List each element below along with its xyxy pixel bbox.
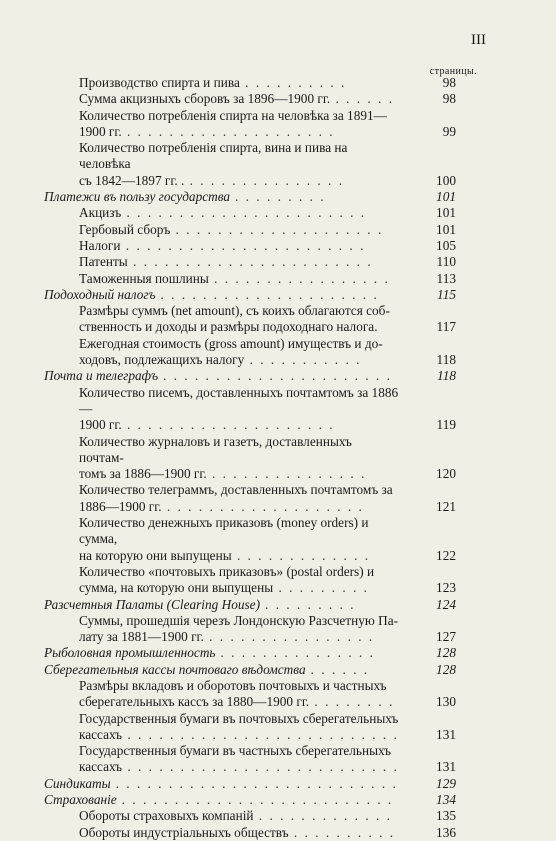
leader-dots: . . . . . . bbox=[305, 661, 370, 677]
leader-dots: . . . . . . . . . . . . . . . . . . . . bbox=[170, 221, 384, 237]
toc-page-number: 105 bbox=[436, 237, 456, 253]
toc-entry bbox=[0, 75, 456, 91]
toc-entry bbox=[0, 91, 456, 107]
toc-entry-text: Государственныя бумаги въ почтовыхъ сберегательныхъ bbox=[79, 710, 399, 726]
leader-dots: . . . . . . . . . . bbox=[288, 824, 396, 840]
leader-dots: . . . . . . . . bbox=[309, 694, 395, 710]
leader-dots: . . . . . . . . . . . . . bbox=[253, 808, 392, 824]
leader-dots: . . . . . . . . . bbox=[273, 580, 369, 596]
toc-entry-text: Сберегательныя кассы почтоваго вѣдомства . . . . . . bbox=[44, 661, 370, 677]
toc-page-number: 100 bbox=[436, 172, 456, 188]
toc-page-number: 101 bbox=[436, 221, 456, 237]
toc-page-number: 131 bbox=[436, 726, 456, 742]
page-number: III bbox=[471, 32, 486, 48]
leader-dots: . . . . . . . . . . . . . . . . . . . . . . . bbox=[127, 254, 373, 270]
toc-entry-text: томъ за 1886—1900 гг. . . . . . . . . . . . . . . . bbox=[79, 466, 367, 482]
toc-page-number: 121 bbox=[436, 498, 456, 514]
toc-entry-text: сумма, на которую они выпущены . . . . . . . . . bbox=[79, 580, 369, 596]
toc-entry-text: Разсчетныя Палаты (Clearing House) . . . . . . . . . bbox=[44, 596, 356, 612]
toc-page-number: 123 bbox=[436, 580, 456, 596]
toc-section-entry bbox=[0, 368, 456, 384]
toc-entry-text: Количество писемъ, доставленныхъ почтамтомъ за 1886— bbox=[79, 384, 399, 416]
toc-entry bbox=[0, 221, 456, 238]
toc-page-number: 129 bbox=[436, 775, 456, 791]
toc-entry bbox=[0, 482, 456, 515]
toc-page-number: 118 bbox=[436, 352, 456, 368]
toc-page-number: 101 bbox=[436, 189, 456, 205]
toc-entry-text: Почта и телеграфъ . . . . . . . . . . . . . . . . . . . . . . bbox=[44, 368, 393, 384]
leader-dots: . . . . . . . . . . . . . bbox=[231, 547, 371, 563]
toc-entry-text: съ 1842—1897 гг. . . . . . . . . . . . . . . . . bbox=[79, 172, 345, 188]
toc-page-number: 98 bbox=[442, 91, 456, 107]
toc-page-number: 124 bbox=[436, 596, 456, 612]
leader-dots: . . . . . . . . . . bbox=[239, 75, 347, 90]
toc-page-number: 120 bbox=[436, 466, 456, 482]
toc-section-entry bbox=[0, 596, 456, 613]
toc-entry-text: Размѣры суммъ (net amount), съ коихъ облагаются соб- bbox=[79, 303, 390, 319]
leader-dots: . . . . . . bbox=[330, 91, 395, 107]
toc-entry bbox=[0, 335, 456, 369]
toc-page-number: 99 bbox=[442, 123, 456, 139]
toc-entry-text: Рыболовная промышленность . . . . . . . . . . . . . . . bbox=[44, 645, 376, 661]
toc-page-number: 130 bbox=[436, 694, 456, 710]
toc-entry-text: 1900 гг. . . . . . . . . . . . . . . . . . . . . bbox=[79, 417, 335, 433]
toc-entry-text: лату за 1881—1900 гг. . . . . . . . . . . . . . . . . bbox=[79, 629, 375, 645]
leader-dots: . . . . . . . . . . . . . . . . bbox=[203, 629, 375, 645]
toc-entry-text: Гербовый сборъ . . . . . . . . . . . . . . . . . . . . bbox=[79, 221, 384, 237]
toc-page-number: 131 bbox=[436, 759, 456, 775]
toc-page-number: 128 bbox=[436, 661, 456, 677]
leader-dots: . . . . . . . . . . . . . . . . . . . . . . . . . . . bbox=[110, 775, 399, 791]
toc-entry-text: 1900 гг. . . . . . . . . . . . . . . . . . . . . bbox=[79, 123, 335, 139]
toc-entry bbox=[0, 140, 456, 189]
toc-entry bbox=[0, 824, 456, 841]
leader-dots: . . . . . . . . . . . . . . . . . . . . . . . bbox=[120, 237, 366, 253]
leader-dots: . . . . . . . . . . . . . . . . . . . . bbox=[121, 417, 335, 433]
toc-entry-text: Патенты . . . . . . . . . . . . . . . . . . . . . . . bbox=[79, 254, 373, 270]
leader-dots: . . . . . . . . . . . . . . . . . . . . . . . . . . bbox=[116, 792, 394, 808]
leader-dots: . . . . . . . . . bbox=[230, 189, 326, 205]
toc-entry-text: Подоходный налогъ . . . . . . . . . . . . . . . . . . . . . bbox=[44, 286, 380, 302]
toc-page-number: 136 bbox=[436, 824, 456, 840]
toc-entry bbox=[0, 515, 456, 564]
toc-entry-text: Количество потребленія спирта, вина и пива на человѣка bbox=[79, 140, 348, 172]
toc-entry-text: Размѣры вкладовъ и оборотовъ почтовыхъ и частныхъ bbox=[79, 677, 387, 693]
toc-entry bbox=[0, 384, 456, 434]
toc-entry-text: сберегательныхъ кассъ за 1880—1900 гг. . . . . . . . . bbox=[79, 694, 395, 710]
toc-entry-text: Налоги . . . . . . . . . . . . . . . . . . . . . . . bbox=[79, 237, 366, 253]
toc-page-number: 118 bbox=[437, 368, 456, 384]
toc-entry-text: ходовъ, подлежащихъ налогу . . . . . . . . . . . bbox=[79, 352, 362, 368]
toc-section-entry bbox=[0, 775, 456, 792]
toc-page-number: 101 bbox=[436, 205, 456, 221]
toc-entry-text: Суммы, прошедшія черезъ Лондонскую Разсчетную Па- bbox=[79, 612, 399, 628]
toc-page-number: 122 bbox=[436, 547, 456, 563]
toc-entry bbox=[0, 433, 456, 483]
toc-entry-text: Таможенныя пошлины . . . . . . . . . . . . . . . . . bbox=[79, 270, 390, 286]
toc-entry bbox=[0, 270, 456, 287]
leader-dots: . . . . . . . . . bbox=[260, 596, 356, 612]
toc-entry bbox=[0, 107, 456, 141]
toc-entry-text: Количество журналовъ и газетъ, доставленныхъ почтам- bbox=[79, 433, 352, 465]
toc-entry-text: Сумма акцизныхъ сборовъ за 1896—1900 гг. . . . . . . bbox=[79, 91, 395, 107]
toc-entry-text: Ежегодная стоимость (gross amount) имуществъ и до- bbox=[79, 335, 383, 351]
toc-entry-text: Государственныя бумаги въ частныхъ сберегательныхъ bbox=[79, 743, 392, 759]
toc-section-entry bbox=[0, 645, 456, 661]
toc-entry-text: Обороты индустріальныхъ обществъ . . . . . . . . . . bbox=[79, 824, 396, 840]
leader-dots: . . . . . . . . . . . . . . . bbox=[215, 645, 376, 661]
toc-page-number: 113 bbox=[436, 270, 456, 286]
toc-page-number: 134 bbox=[436, 792, 456, 808]
leader-dots: . . . . . . . . . . . bbox=[244, 352, 362, 368]
toc-entry-text: Акцизъ . . . . . . . . . . . . . . . . . . . . . . . bbox=[79, 205, 367, 221]
toc-entry bbox=[0, 303, 456, 336]
toc-page-number: 110 bbox=[436, 254, 456, 270]
toc-entry bbox=[0, 563, 456, 597]
leader-dots: . . . . . . . . . . . . . . . . . . . bbox=[161, 498, 364, 514]
toc-entry bbox=[0, 677, 456, 711]
toc-entry bbox=[0, 710, 456, 744]
toc-entry-text: кассахъ . . . . . . . . . . . . . . . . . . . . . . . . . . bbox=[79, 759, 399, 775]
toc-entry bbox=[0, 205, 456, 221]
leader-dots: . . . . . . . . . . . . . . . bbox=[206, 466, 367, 482]
leader-dots: . . . . . . . . . . . . . . . . . . . . . . bbox=[158, 368, 393, 384]
toc-page-number: 117 bbox=[436, 319, 456, 335]
toc-entry bbox=[0, 254, 456, 270]
leader-dots: . . . . . . . . . . . . . . . . . . . . bbox=[121, 123, 335, 139]
toc-page-number: 98 bbox=[442, 75, 456, 90]
toc-page-number: 119 bbox=[436, 417, 456, 433]
toc-entry-text: Количество денежныхъ приказовъ (money orders) и сумма, bbox=[79, 515, 369, 547]
toc-entry-text: ственность и доходы и размѣры подоходнаго налога. bbox=[79, 319, 378, 335]
toc-entry bbox=[0, 743, 456, 776]
toc-page-number: 115 bbox=[437, 286, 456, 302]
toc-entry bbox=[0, 808, 456, 824]
toc-entry-text: Количество потребленія спирта на человѣка за 1891— bbox=[79, 107, 387, 123]
toc-entry-text: Количество «почтовыхъ приказовъ» (postal orders) и bbox=[79, 563, 375, 579]
toc-entry-text: Обороты страховыхъ компаній . . . . . . . . . . . . . bbox=[79, 808, 392, 824]
toc-page-number: 128 bbox=[436, 645, 456, 661]
toc-page-number: 135 bbox=[436, 808, 456, 824]
toc-entry bbox=[0, 612, 456, 646]
leader-dots: . . . . . . . . . . . . . . . . . . . . . . . . . . bbox=[122, 726, 399, 742]
leader-dots: . . . . . . . . . . . . . . . . . bbox=[208, 270, 390, 286]
toc-entry-text: на которую они выпущены . . . . . . . . . . . . . bbox=[79, 547, 371, 563]
toc-section-entry bbox=[0, 792, 456, 808]
toc-entry-text: Производство спирта и пива . . . . . . . . . . bbox=[79, 75, 347, 90]
toc-entry-text: кассахъ . . . . . . . . . . . . . . . . . . . . . . . . . . bbox=[79, 726, 399, 742]
table-of-contents bbox=[0, 75, 556, 841]
toc-entry-text: Страхованіе . . . . . . . . . . . . . . . . . . . . . . . . . . bbox=[44, 792, 394, 808]
toc-section-entry bbox=[0, 286, 456, 303]
toc-entry-text: Синдикаты . . . . . . . . . . . . . . . . . . . . . . . . . . . bbox=[44, 775, 399, 791]
toc-section-entry bbox=[0, 661, 456, 678]
leader-dots: . . . . . . . . . . . . . . . bbox=[184, 172, 345, 188]
toc-entry-text: Количество телеграммъ, доставленныхъ почтамтомъ за bbox=[79, 482, 393, 498]
leader-dots: . . . . . . . . . . . . . . . . . . . . . . . . . . bbox=[122, 759, 399, 775]
leader-dots: . . . . . . . . . . . . . . . . . . . . . bbox=[155, 286, 380, 302]
toc-section-entry bbox=[0, 189, 456, 205]
toc-entry-text: 1886—1900 гг. . . . . . . . . . . . . . . . . . . . bbox=[79, 498, 364, 514]
toc-page-number: 127 bbox=[436, 629, 456, 645]
toc-entry bbox=[0, 237, 456, 254]
toc-entry-text: Платежи въ пользу государства . . . . . . . . . bbox=[44, 189, 326, 205]
leader-dots: . . . . . . . . . . . . . . . . . . . . . . . bbox=[121, 205, 367, 221]
column-header: страницы. bbox=[429, 66, 477, 77]
